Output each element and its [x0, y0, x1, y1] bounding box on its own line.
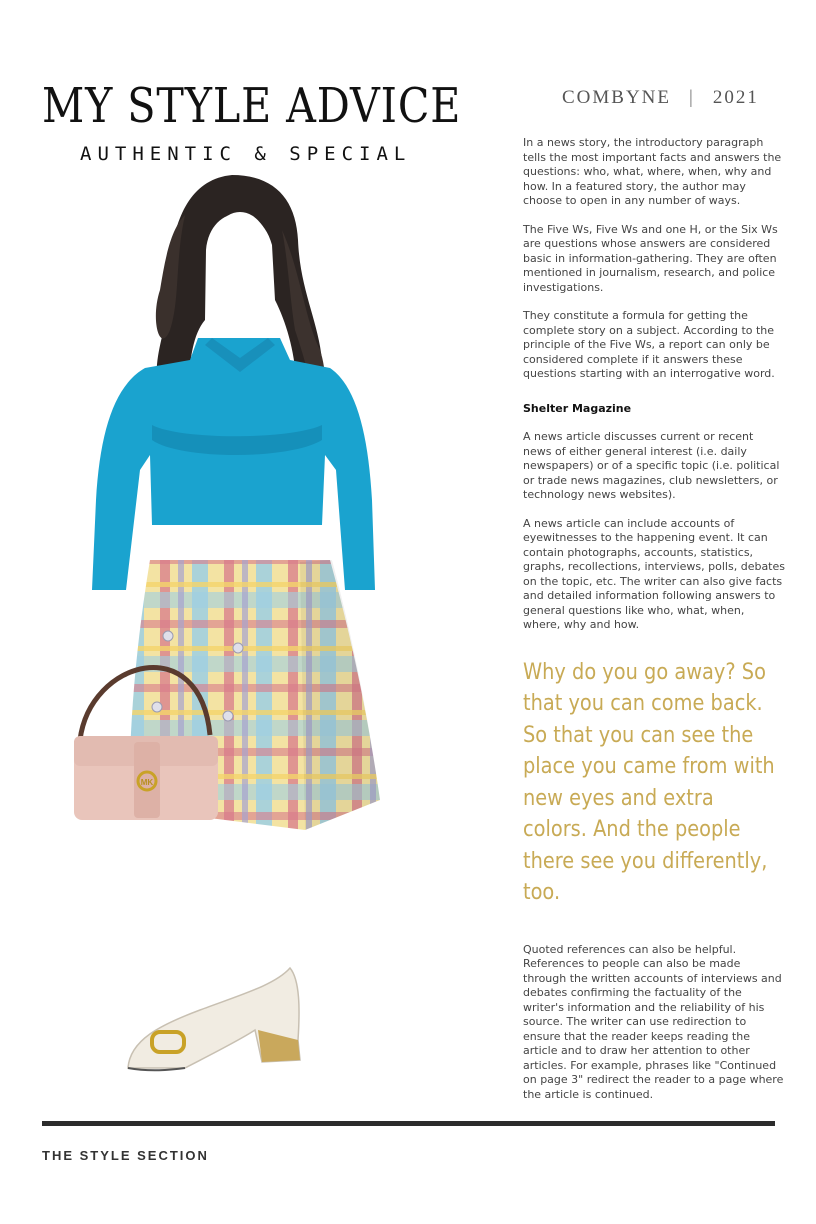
- section-paragraph: A news article discusses current or recent news of either general interest (i.e. daily newspapers) or of a specific topic (i.e. political or trade news magazines, club newsletters, or technology news websites).: [523, 430, 780, 501]
- closing-paragraph: Quoted references can also be helpful. References to people can also be made through the written accounts of interviews and debates confirming the factuality of the writer's information and the reliability of his source. The writer can use redirection to ensure that the reader keeps reading the article and to draw her attention to other articles. For example, phrases like "Continued on page 3" redirect the reader to a page where the article is continued.: [523, 942, 784, 1101]
- brand-name: COMBYNE: [562, 87, 672, 108]
- intro-paragraph: The Five Ws, Five Ws and one H, or the Six Ws are questions whose answers are considered basic in information-gathering. They are often mentioned in journalism, research, and police investigations.: [523, 222, 778, 294]
- masthead-separator: |: [689, 87, 695, 108]
- article-column: [523, 136, 785, 1116]
- section-heading: Shelter Magazine: [523, 401, 632, 415]
- page-title: MY STYLE ADVICE: [42, 78, 462, 134]
- page-subtitle: AUTHENTIC & SPECIAL: [80, 143, 412, 165]
- pull-quote: Why do you go away? So that you can come back. So that you can see the place you came from with new eyes and extra colors. And the people there see you differently, too.: [523, 659, 775, 905]
- footer-divider: [42, 1121, 775, 1126]
- intro-paragraph: In a news story, the introductory paragraph tells the most important facts and answers the questions: who, what, where, when, why and how. In a featured story, the author may choose to open in any number of ways.: [523, 136, 782, 207]
- section-paragraph: A news article can include accounts of eyewitnesses to the happening event. It can contain photographs, accounts, statistics, graphs, recollections, interviews, polls, debates on the topic, etc. The writer can also give facts and detailed information following answers to general questions like who, what, when, where, why and how.: [523, 516, 785, 631]
- bag-logo: MK: [140, 778, 154, 787]
- shoe-illustration: [128, 968, 300, 1070]
- footer-section-label: THE STYLE SECTION: [42, 1148, 209, 1163]
- masthead: [562, 87, 759, 109]
- issue-year: 2021: [712, 87, 759, 108]
- sweater-illustration: [92, 338, 375, 590]
- intro-paragraph: They constitute a formula for getting the complete story on a subject. According to the principle of the Five Ws, a report can only be considered complete if it answers these questions starting with an interrogative word.: [523, 309, 775, 380]
